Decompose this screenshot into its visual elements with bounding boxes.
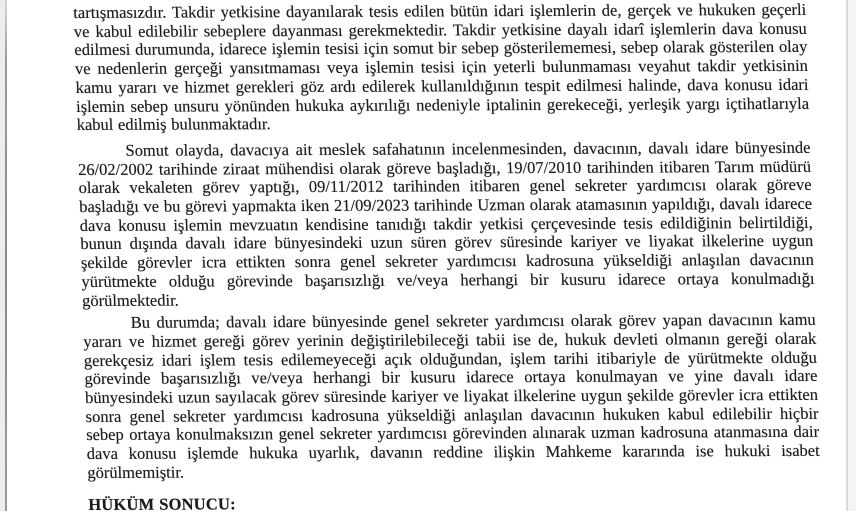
scan-edge-left-line — [5, 0, 7, 511]
body-paragraph-somut-olayda: Somut olayda, davacıya ait meslek safahatının incelenmesinden, davacının, davalı idare bünyesinde 26/02/2002 tarihinde ziraat mühendisi olarak göreve başladığı, 19/07/2010 tarihinden itibaren Tarım müdürü olarak vekaleten görev yaptığı, 09/11/2012 tarihinden itibaren genel sekreter yardımcısı olarak göreve başladığı ve bu görevi yapmakta iken 21/09/2023 tarihinde Uzman olarak atamasının yapıldığı, davalı idarece dava konusu işlemin mevzuatın kendisine tanıdığı takdir yetkisi çerçevesinde tesis edildiğinin belirtildiği, bunun dışında davalı idare bünyesindeki uzun süren görev süresinde kariyer ve liyakat ilkelerine uygun şekilde görevler icra ettikten sonra genel sekreter yardımcısı kadrosuna yükseldiği anlaşılan davacının yürütmekte olduğu görevinde başarısızlığı ve/veya herhangi bir kusuru idarece ortaya konulmadığı görülmektedir. — [77, 137, 815, 310]
section-heading-hukum-sonucu: HÜKÜM SONUCU: — [87, 493, 237, 514]
body-paragraph-bu-durumda: Bu durumda; davalı idare bünyesinde genel sekreter yardımcısı olarak görev yapan davacının kamu yararı ve hizmet gereği görev yerinin değiştirilebileceği tabii ise de, hukuk devleti olmanın gereği olarak gerekçesiz idari işlem tesis edilemeyeceği açık olduğundan, işlem tarihi itibariyle de yürütmekte olduğu görevinde başarısızlığı ve/veya herhangi bir kusuru idarece ortaya konulmayan ve yine davalı idare bünyesindeki uzun sayılacak görev süresinde kariyer ve liyakat ilkelerine uygun şekilde görevler icra ettikten sonra genel sekreter yardımcısı kadrosuna yükseldiği anlaşılan davacının hukuken kabul edilebilir hiçbir sebep ortaya konulmaksızın genel sekreter yardımcısı görevinden alınarak uzman kadrosuna atanmasına dair dava konusu işlemde hukuka uyarlık, davanın reddine ilişkin Mahkeme kararında ise hukuki isabet görülmemiştir. — [83, 310, 820, 482]
document-page — [73, 1, 821, 514]
scan-edge-right-strip — [848, 0, 856, 511]
body-paragraph-continuation: tartışmasızdır. Takdir yetkisine dayanılarak tesis edilen bütün idari işlemlerin de, gerçek ve hukuken geçerli ve kabul edilebilir sebeplere dayanması gerekmektedir. Takdir yetkisine dayalı idarî işlemlerin dava konusu edilmesi durumunda, idarece işlemin tesisi için somut bir sebep gösterilememesi, sebep olarak gösterilen olay ve nedenlerin gerçeği yansıtmaması veya işlemin tesisi için yeterli bulunmaması veyahut takdir yetkisinin kamu yararı ve hizmet gerekleri göz ardı edilerek kullanıldığının tespit edilmesi halinde, dava konusu idari işlemin sebep unsuru yönünden hukuka aykırılığı nedeniyle iptalinin gerekeceği, yerleşik yargı içtihatlarıyla kabul edilmiş bulunmaktadır. — [72, 0, 810, 135]
